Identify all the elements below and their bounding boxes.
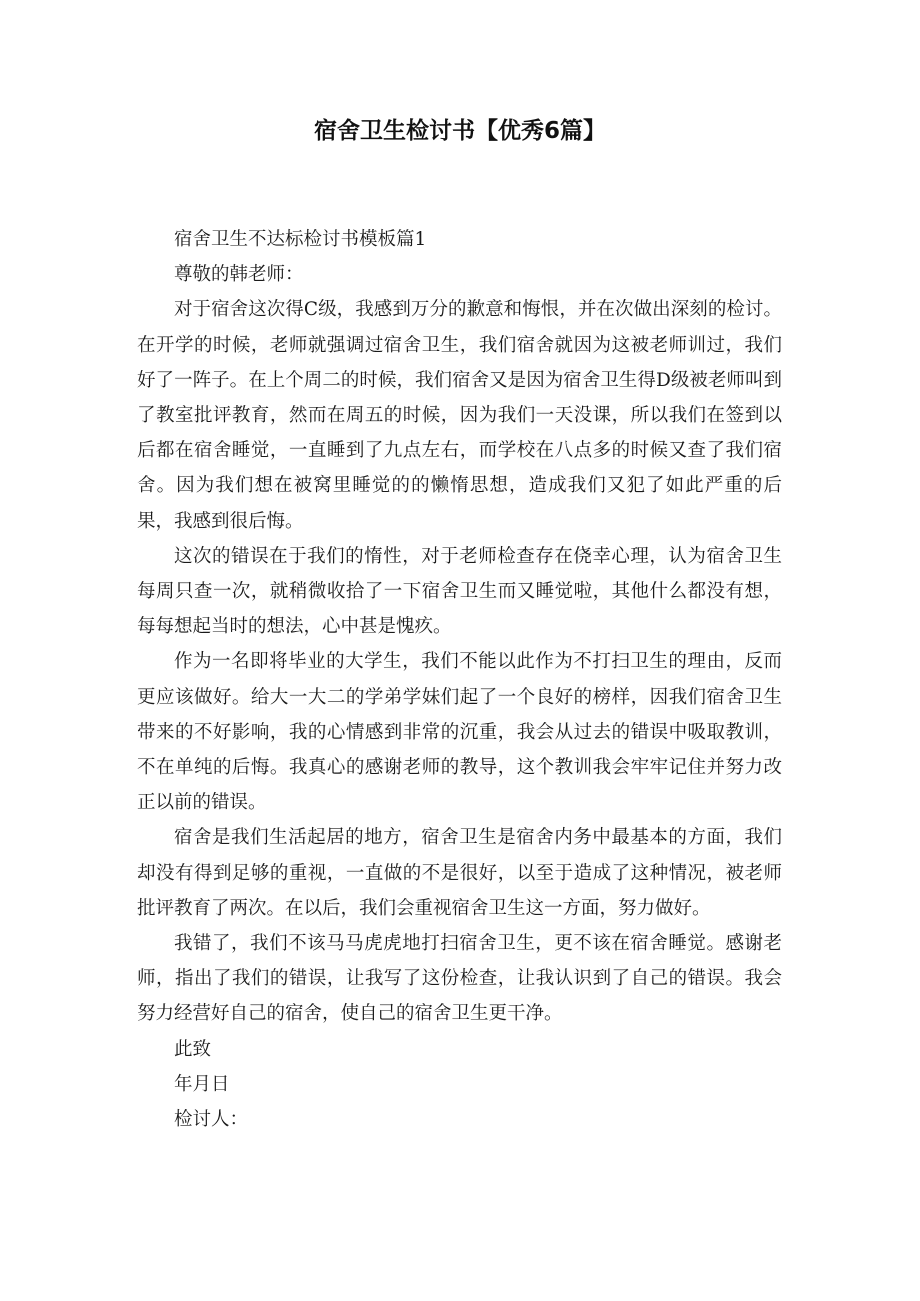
section-heading: 宿舍卫生不达标检讨书模板篇1	[174, 229, 427, 250]
salutation: 尊敬的韩老师：	[174, 264, 304, 286]
paragraph-5: 我错了，我们不该马马虎虎地打扫宿舍卫生，更不该在宿舍睡觉。感谢老师，指出了我们的错误，让我写了这份检查，让我认识到了自己的错误。我会努力经营好自己的宿舍，使自己的宿舍卫生更干净。	[137, 933, 782, 1025]
paragraph-4: 宿舍是我们生活起居的地方，宿舍卫生是宿舍内务中最基本的方面，我们却没有得到足够的重视，一直做的不是很好，以至于造成了这种情况，被老师批评教育了两次。在以后，我们会重视宿舍卫生这一方面，努力做好。	[137, 827, 782, 919]
date-line: 年月日	[174, 1073, 230, 1095]
document-body	[137, 222, 782, 1137]
signature-line: 检讨人：	[174, 1109, 249, 1131]
document-title: 宿舍卫生检讨书【优秀6篇】	[313, 118, 606, 144]
closing: 此致	[174, 1038, 212, 1060]
paragraph-3: 作为一名即将毕业的大学生，我们不能以此作为不打扫卫生的理由，反而更应该做好。给大一大二的学弟学妹们起了一个良好的榜样，因我们宿舍卫生带来的不好影响，我的心情感到非常的沉重，我会从过去的错误中吸取教训，不在单纯的后悔。我真心的感谢老师的教导，这个教训我会牢牢记住并努力改正以前的错误。	[137, 651, 782, 814]
paragraph-2: 这次的错误在于我们的惰性，对于老师检查存在侥幸心理，认为宿舍卫生每周只查一次，就稍微收拾了一下宿舍卫生而又睡觉啦，其他什么都没有想，每每想起当时的想法，心中甚是愧疚。	[137, 545, 782, 638]
paragraph-1: 对于宿舍这次得C级，我感到万分的歉意和悔恨，并在次做出深刻的检讨。在开学的时候，老师就强调过宿舍卫生，我们宿舍就因为这被老师训过，我们好了一阵子。在上个周二的时候，我们宿舍又是因为宿舍卫生得D级被老师叫到了教室批评教育，然而在周五的时候，因为我们一天没课，所以我们在签到以后都在宿舍睡觉，一直睡到了九点左右，而学校在八点多的时候又查了我们宿舍。因为我们想在被窝里睡觉的的懒惰思想，造成我们又犯了如此严重的后果，我感到很后悔。	[137, 299, 782, 532]
